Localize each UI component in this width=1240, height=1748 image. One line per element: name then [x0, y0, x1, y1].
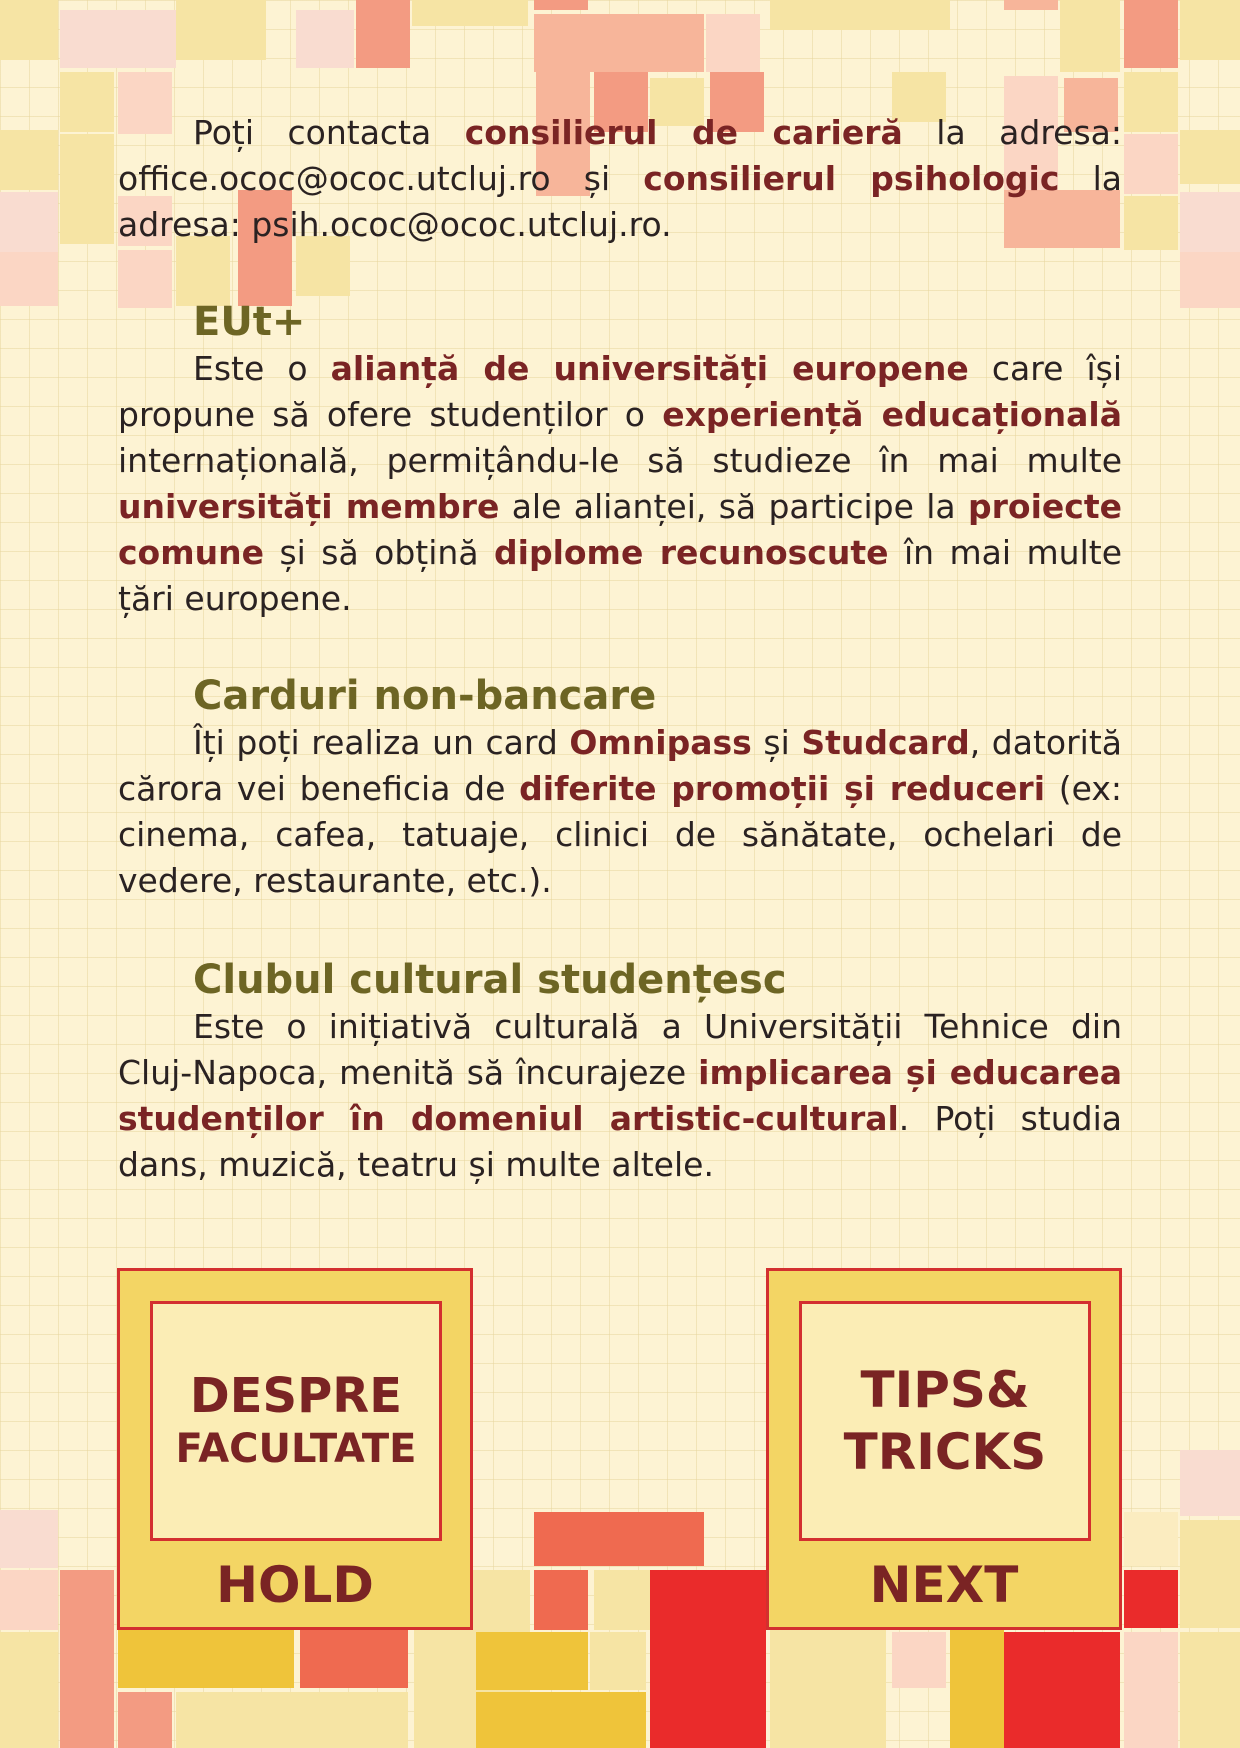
highlight-run: experiență educațională: [662, 395, 1122, 434]
section-paragraph: [118, 720, 1122, 904]
section-eut: [118, 298, 1122, 622]
section-cards: [118, 672, 1122, 904]
nav-title-panel: [150, 1301, 442, 1541]
despre-facultate-hold-button[interactable]: [117, 1268, 473, 1630]
highlight-run: Studcard: [801, 723, 970, 762]
text-run: la adresa: psih.ococ@ococ.utcluj.ro.: [118, 159, 1122, 244]
highlight-run: proiecte comune: [118, 487, 1122, 572]
highlight-run: implicarea și educarea studenților în domeniul artistic-cultural: [118, 1053, 1122, 1138]
nav-title-line: TRICKS: [843, 1423, 1047, 1481]
text-run: . Poți studia dans, muzică, teatru și multe altele.: [118, 1099, 1123, 1184]
section-cultural-club: [118, 956, 1122, 1188]
section-heading: Carduri non-bancare: [193, 673, 657, 719]
nav-title-line: TIPS&: [860, 1361, 1030, 1419]
nav-title-line: DESPRE: [189, 1368, 403, 1424]
section-contact: [118, 110, 1122, 248]
text-run: în mai multe țări europene.: [118, 533, 1122, 618]
tips-tricks-next-button[interactable]: [766, 1268, 1122, 1630]
text-run: Îți poți realiza un card: [193, 723, 570, 762]
nav-title-panel: [799, 1301, 1091, 1541]
highlight-run: diplome recunoscute: [494, 533, 889, 572]
text-run: (ex: cinema, cafea, tatuaje, clinici de sănătate, ochelari de vedere, restaurante, etc.).: [118, 769, 1122, 900]
text-run: , datorită cărora vei beneficia de: [118, 723, 1122, 808]
section-paragraph: [118, 110, 1122, 248]
section-heading: EUt+: [193, 299, 306, 345]
text-run: la adresa: office.ococ@ococ.utcluj.ro și: [118, 113, 1123, 198]
text-run: Este o: [193, 349, 331, 388]
nav-action-label: NEXT: [869, 1556, 1019, 1614]
nav-action-label: HOLD: [216, 1556, 374, 1614]
text-run: și: [751, 723, 802, 762]
section-paragraph: [118, 346, 1122, 622]
section-paragraph: [118, 1004, 1122, 1188]
text-run: Poți contacta: [193, 113, 465, 152]
text-run: care își propune să ofere studenților o: [118, 349, 1122, 434]
highlight-run: consilierul de carieră: [464, 113, 903, 152]
highlight-run: Omnipass: [569, 723, 752, 762]
text-run: și să obțină: [264, 533, 495, 572]
section-heading: Clubul cultural studențesc: [193, 957, 787, 1003]
nav-title-line: FACULTATE: [175, 1426, 417, 1472]
highlight-run: consilierul psihologic: [643, 159, 1060, 198]
text-run: internațională, permițându-le să studieze în mai multe: [118, 441, 1122, 480]
text-run: ale alianței, să participe la: [499, 487, 969, 526]
text-run: Este o inițiativă culturală a Universității Tehnice din Cluj-Napoca, menită să încurajeze: [118, 1007, 1122, 1092]
highlight-run: universități membre: [118, 487, 500, 526]
highlight-run: alianță de universități europene: [330, 349, 969, 388]
highlight-run: diferite promoții și reduceri: [519, 769, 1046, 808]
